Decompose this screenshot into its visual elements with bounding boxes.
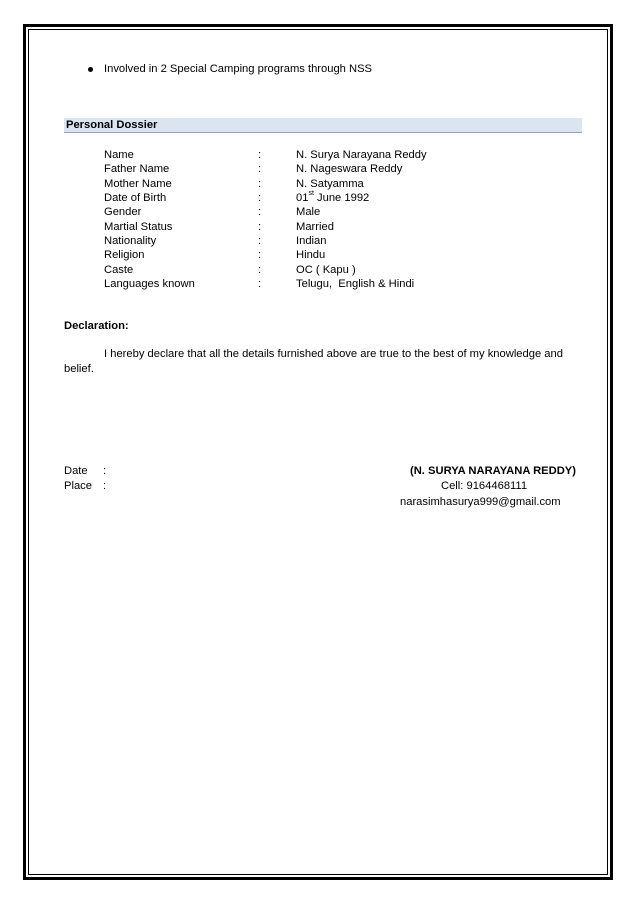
contact-email: narasimhasurya999@gmail.com — [400, 496, 561, 508]
dob-ordinal: st — [308, 190, 314, 197]
dossier-row-languages — [104, 277, 504, 291]
row-label: Name — [104, 149, 134, 161]
dossier-row-name — [104, 148, 504, 162]
row-value: Male — [296, 206, 321, 218]
row-label: Languages known — [104, 278, 195, 290]
bullet-icon — [88, 67, 93, 72]
declaration-text-line2: belief. — [64, 363, 94, 375]
row-value: N. Nageswara Reddy — [296, 163, 403, 175]
row-label: Nationality — [104, 235, 157, 247]
dob-month-year: June 1992 — [313, 192, 370, 204]
row-value: OC ( Kapu ) — [296, 264, 356, 276]
row-label: Father Name — [104, 163, 170, 175]
row-value — [296, 191, 369, 205]
row-label: Date of Birth — [104, 192, 167, 204]
place-colon: : — [103, 480, 107, 492]
dossier-row-caste — [104, 263, 504, 277]
place-label: Place — [64, 480, 92, 492]
dossier-row-marital-status — [104, 220, 504, 234]
row-value: Married — [296, 221, 334, 233]
date-colon: : — [103, 465, 107, 477]
row-value: N. Satyamma — [296, 178, 364, 190]
dossier-row-religion — [104, 248, 504, 262]
signature-name: (N. SURYA NARAYANA REDDY) — [410, 465, 576, 477]
row-label: Martial Status — [104, 221, 173, 233]
row-separator: : — [258, 221, 262, 233]
row-separator: : — [258, 264, 262, 276]
contact-cell: Cell: 9164468111 — [441, 480, 528, 492]
row-separator: : — [258, 278, 262, 290]
row-separator: : — [258, 178, 262, 190]
dob-day: 01 — [296, 192, 309, 204]
dossier-row-mother-name — [104, 177, 504, 191]
row-label: Gender — [104, 206, 142, 218]
row-label: Mother Name — [104, 178, 172, 190]
row-label: Caste — [104, 264, 134, 276]
activity-text: Involved in 2 Special Camping programs through NSS — [104, 63, 373, 75]
row-value: Telugu, English & Hindi — [296, 278, 415, 290]
date-label: Date — [64, 465, 88, 477]
dossier-row-nationality — [104, 234, 504, 248]
row-separator: : — [258, 192, 262, 204]
row-separator: : — [258, 235, 262, 247]
declaration-heading: Declaration: — [64, 320, 129, 332]
personal-dossier-header — [64, 118, 582, 133]
row-label: Religion — [104, 249, 145, 261]
dossier-row-father-name — [104, 162, 504, 176]
row-separator: : — [258, 249, 262, 261]
dossier-row-date-of-birth — [104, 191, 504, 205]
dossier-row-gender — [104, 205, 504, 219]
row-separator: : — [258, 149, 262, 161]
section-title: Personal Dossier — [66, 119, 158, 131]
row-value: N. Surya Narayana Reddy — [296, 149, 427, 161]
row-separator: : — [258, 206, 262, 218]
row-separator: : — [258, 163, 262, 175]
row-value: Indian — [296, 235, 327, 247]
row-value: Hindu — [296, 249, 326, 261]
declaration-text-line1: I hereby declare that all the details furnished above are true to the best of my knowledge and — [104, 348, 563, 360]
